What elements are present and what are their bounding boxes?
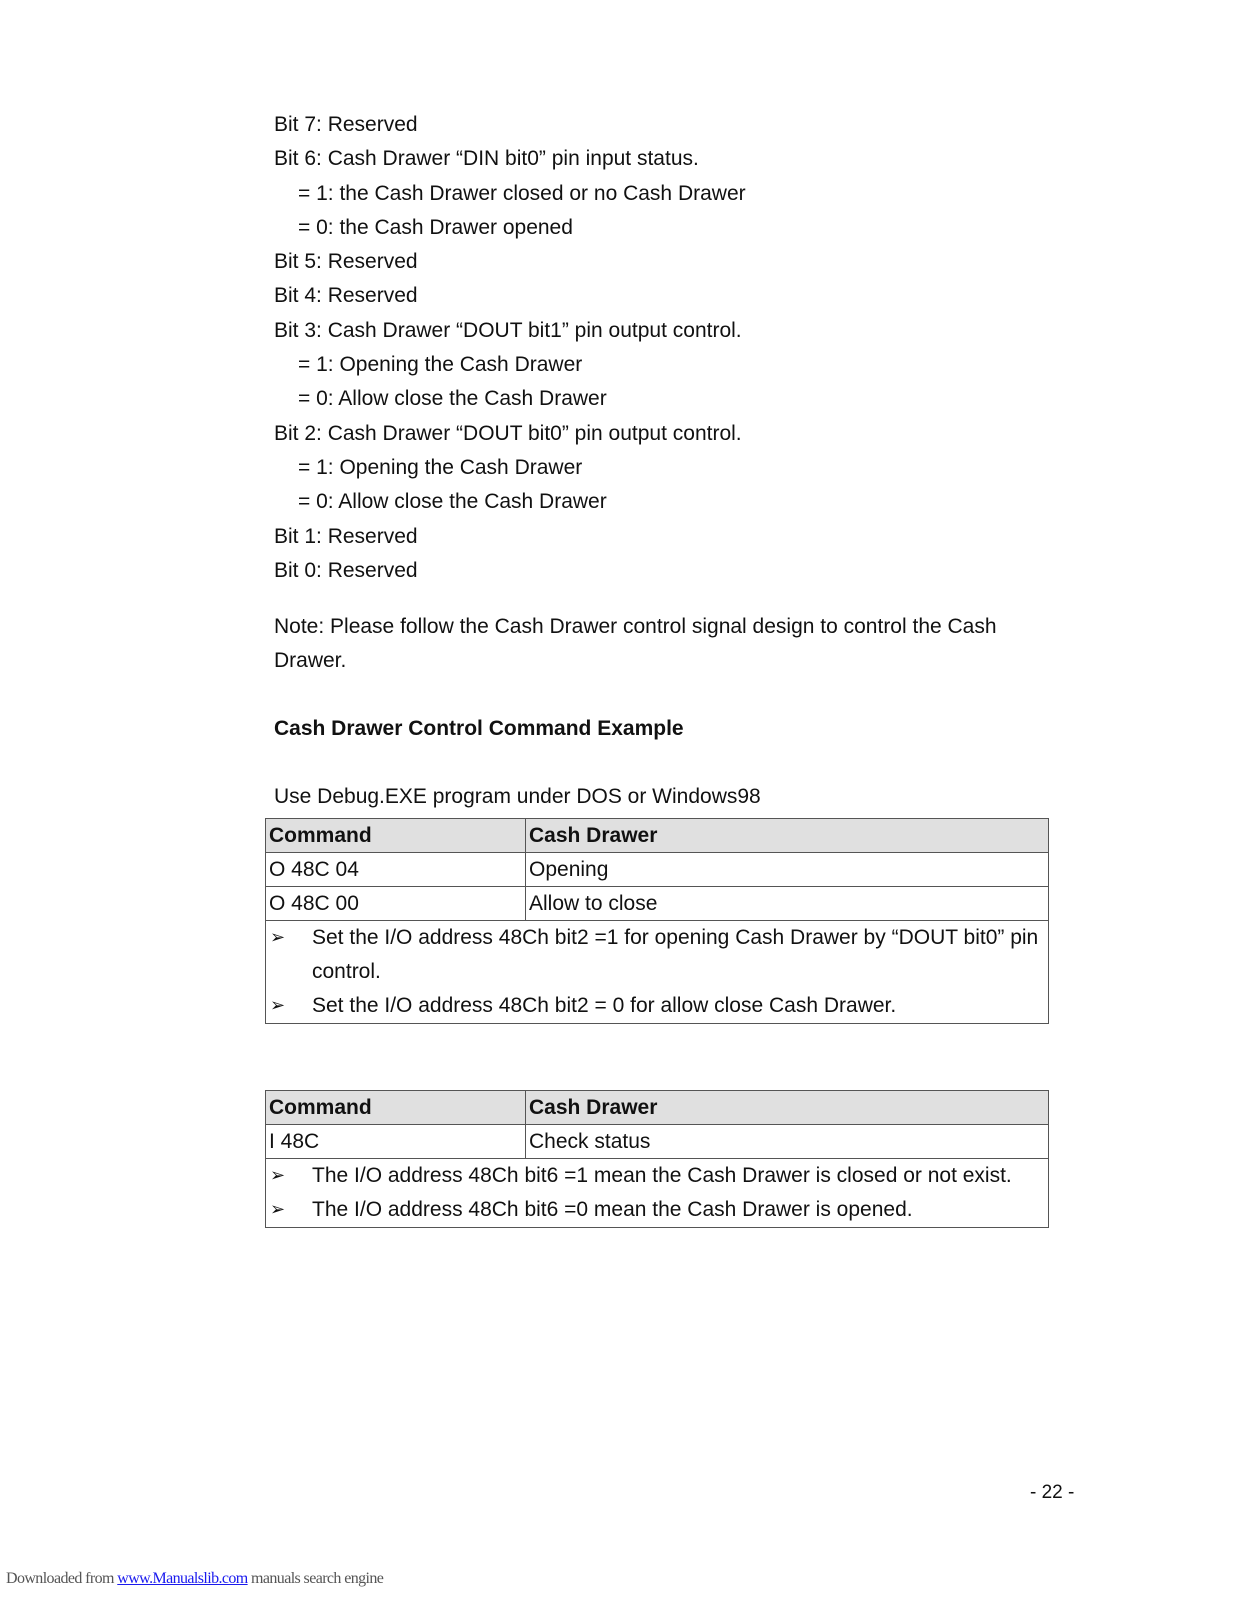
header-cash-drawer: Cash Drawer — [526, 819, 1049, 853]
list-item — [266, 989, 1048, 1023]
bit-value-line: = 0: Allow close the Cash Drawer — [298, 387, 607, 411]
arrow-bullet-icon: ➢ — [270, 927, 286, 948]
notes-cell — [266, 921, 1049, 1024]
table-header-row — [266, 819, 1049, 853]
bit-line: Bit 5: Reserved — [274, 250, 418, 274]
table-notes-row — [266, 921, 1049, 1024]
intro-paragraph: Use Debug.EXE program under DOS or Windows98 — [274, 785, 761, 809]
note-text: Set the I/O address 48Ch bit2 = 0 for allow close Cash Drawer. — [312, 994, 897, 1017]
download-footer — [6, 1570, 383, 1588]
note-text: The I/O address 48Ch bit6 =1 mean the Cash Drawer is closed or not exist. — [312, 1164, 1012, 1187]
bit-line: Bit 3: Cash Drawer “DOUT bit1” pin output control. — [274, 318, 742, 342]
table-row — [266, 1125, 1049, 1159]
command-table-output — [265, 818, 1049, 1024]
command-table-input — [265, 1090, 1049, 1228]
list-item — [266, 1193, 1048, 1227]
note-text: Set the I/O address 48Ch bit2 =1 for opening Cash Drawer by “DOUT bit0” pin control. — [312, 926, 1039, 983]
document-body — [274, 108, 1054, 814]
table-row — [266, 887, 1049, 921]
cell-command: O 48C 04 — [266, 853, 526, 887]
bit-line: Bit 7: Reserved — [274, 113, 418, 136]
table-header-row — [266, 1091, 1049, 1125]
header-command: Command — [266, 1091, 526, 1125]
bit-line: Bit 6: Cash Drawer “DIN bit0” pin input status. — [274, 147, 699, 171]
bit-value-line: = 0: Allow close the Cash Drawer — [298, 490, 607, 514]
bit-line: Bit 1: Reserved — [274, 524, 418, 548]
cell-cash-drawer: Check status — [526, 1125, 1049, 1159]
list-item — [266, 1159, 1048, 1193]
bit-line: Bit 0: Reserved — [274, 558, 418, 582]
page-number: - 22 - — [1030, 1482, 1075, 1503]
bit-value-line: = 1: Opening the Cash Drawer — [298, 455, 583, 479]
cell-command: O 48C 00 — [266, 887, 526, 921]
cell-cash-drawer: Opening — [526, 853, 1049, 887]
cell-command: I 48C — [266, 1125, 526, 1159]
bit-description-list — [274, 108, 1054, 588]
cell-cash-drawer: Allow to close — [526, 887, 1049, 921]
bit-value-line: = 1: Opening the Cash Drawer — [298, 353, 583, 377]
bit-value-line: = 1: the Cash Drawer closed or no Cash Drawer — [298, 181, 746, 205]
table-row — [266, 853, 1049, 887]
note-text: The I/O address 48Ch bit6 =0 mean the Cash Drawer is opened. — [312, 1198, 913, 1221]
header-cash-drawer: Cash Drawer — [526, 1091, 1049, 1125]
bit-value-line: = 0: the Cash Drawer opened — [298, 215, 573, 239]
bit-line: Bit 4: Reserved — [274, 284, 418, 308]
table-notes-row — [266, 1159, 1049, 1228]
section-heading: Cash Drawer Control Command Example — [274, 717, 684, 741]
manualslib-link[interactable]: www.Manualslib.com — [117, 1570, 248, 1587]
arrow-bullet-icon: ➢ — [270, 1165, 286, 1186]
notes-cell — [266, 1159, 1049, 1228]
arrow-bullet-icon: ➢ — [270, 1199, 286, 1220]
footer-prefix: Downloaded from — [6, 1570, 118, 1587]
bit-line: Bit 2: Cash Drawer “DOUT bit0” pin output control. — [274, 421, 742, 445]
note-paragraph: Note: Please follow the Cash Drawer control signal design to control the Cash Drawer. — [274, 615, 997, 673]
list-item — [266, 921, 1048, 989]
arrow-bullet-icon: ➢ — [270, 995, 286, 1016]
footer-suffix: manuals search engine — [247, 1570, 384, 1587]
header-command: Command — [266, 819, 526, 853]
